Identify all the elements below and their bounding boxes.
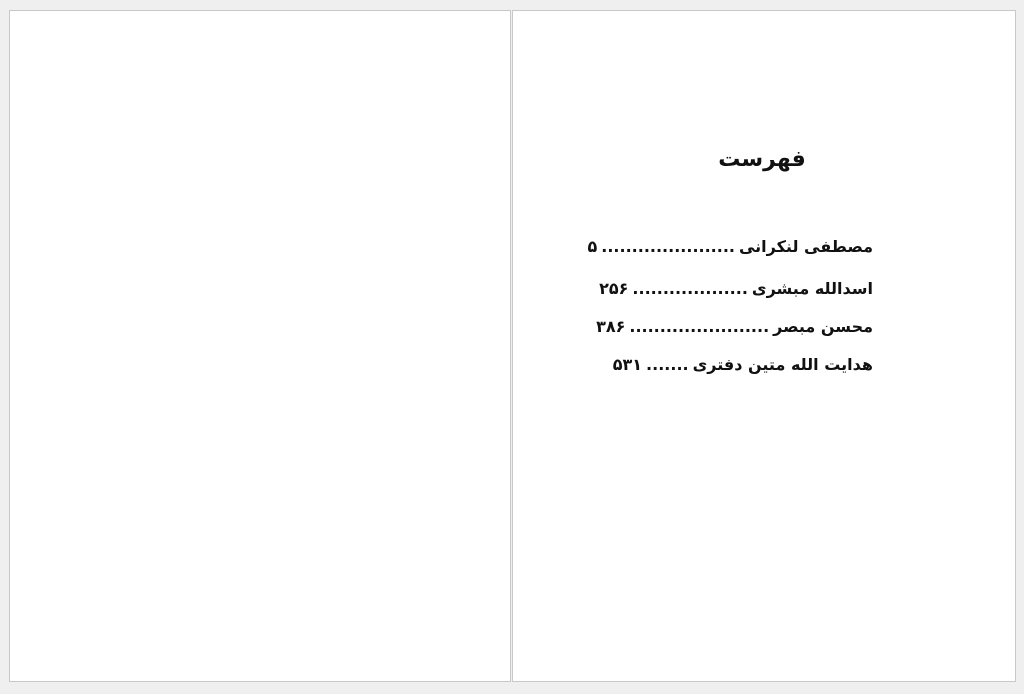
- toc-entry-leader: .......................: [629, 317, 770, 336]
- toc-entry[interactable]: [612, 355, 873, 374]
- toc-entry-page: ۵: [587, 237, 598, 256]
- toc-title: [513, 147, 1015, 172]
- toc-entry-page: ۳۸۶: [596, 317, 626, 336]
- toc-entry-leader: .......: [646, 355, 689, 374]
- toc-entry-leader: ...................: [632, 279, 748, 298]
- toc-entry-name: هدایت الله متین دفتری: [692, 355, 873, 374]
- toc-entry-page: ۵۳۱: [612, 355, 643, 374]
- page-table-of-contents: [512, 10, 1016, 682]
- toc-entry[interactable]: [599, 279, 873, 298]
- toc-entry[interactable]: [596, 317, 873, 336]
- toc-entry-name: محسن مبصر: [773, 317, 873, 336]
- toc-title-text: فهرست: [718, 147, 806, 172]
- toc-entry-name: اسدالله مبشری: [751, 279, 873, 298]
- toc-entry[interactable]: [587, 237, 873, 256]
- toc-entry-leader: ......................: [601, 237, 735, 256]
- toc-entry-page: ۲۵۶: [599, 279, 629, 298]
- toc-entry-name: مصطفی لنکرانی: [738, 237, 873, 256]
- page-left-blank: [9, 10, 511, 682]
